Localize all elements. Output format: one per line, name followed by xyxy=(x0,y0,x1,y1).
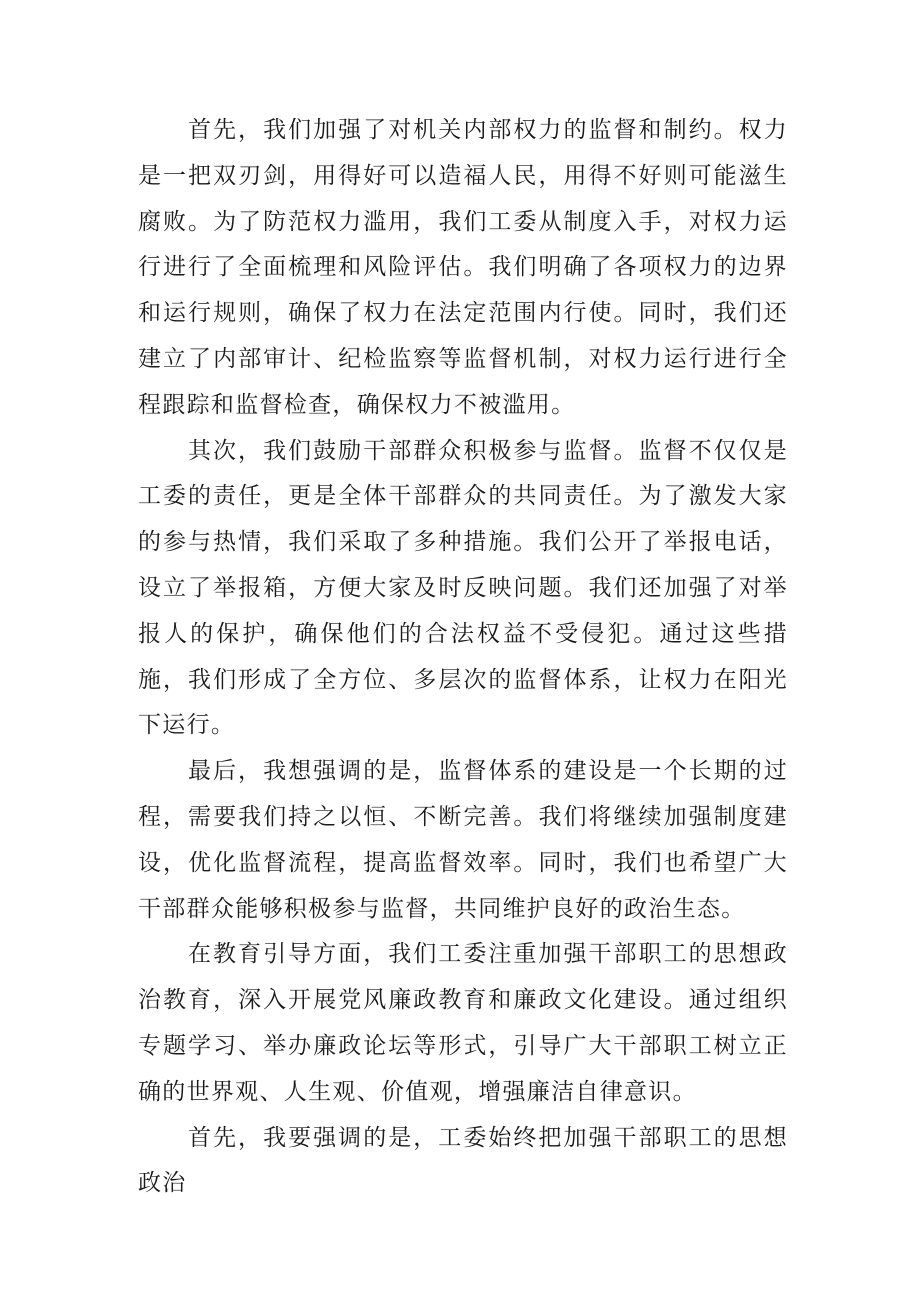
document-body xyxy=(138,108,788,1207)
paragraph-power-supervision: 首先，我们加强了对机关内部权力的监督和制约。权力是一把双刃剑，用得好可以造福人民，用得不好则可能滋生腐败。为了防范权力滥用，我们工委从制度入手，对权力运行进行了全面梳理和风险评估。我们明确了各项权力的边界和运行规则，确保了权力在法定范围内行使。同时，我们还建立了内部审计、纪检监察等监督机制，对权力运行进行全程跟踪和监督检查，确保权力不被滥用。 xyxy=(138,117,788,418)
paragraph-long-term-process: 最后，我想强调的是，监督体系的建设是一个长期的过程，需要我们持之以恒、不断完善。我们将继续加强制度建设，优化监督流程，提高监督效率。同时，我们也希望广大干部群众能够积极参与监督，共同维护良好的政治生态。 xyxy=(138,758,788,922)
paragraph-public-participation: 其次，我们鼓励干部群众积极参与监督。监督不仅仅是工委的责任，更是全体干部群众的共同责任。为了激发大家的参与热情，我们采取了多种措施。我们公开了举报电话，设立了举报箱，方便大家及时反映问题。我们还加强了对举报人的保护，确保他们的合法权益不受侵犯。通过这些措施，我们形成了全方位、多层次的监督体系，让权力在阳光下运行。 xyxy=(138,437,788,739)
paragraph-ideological-education: 首先，我要强调的是，工委始终把加强干部职工的思想政治 xyxy=(138,1124,788,1197)
paragraph-education-guidance: 在教育引导方面，我们工委注重加强干部职工的思想政治教育，深入开展党风廉政教育和廉政文化建设。通过组织专题学习、举办廉政论坛等形式，引导广大干部职工树立正确的世界观、人生观、价值观，增强廉洁自律意识。 xyxy=(138,941,788,1105)
